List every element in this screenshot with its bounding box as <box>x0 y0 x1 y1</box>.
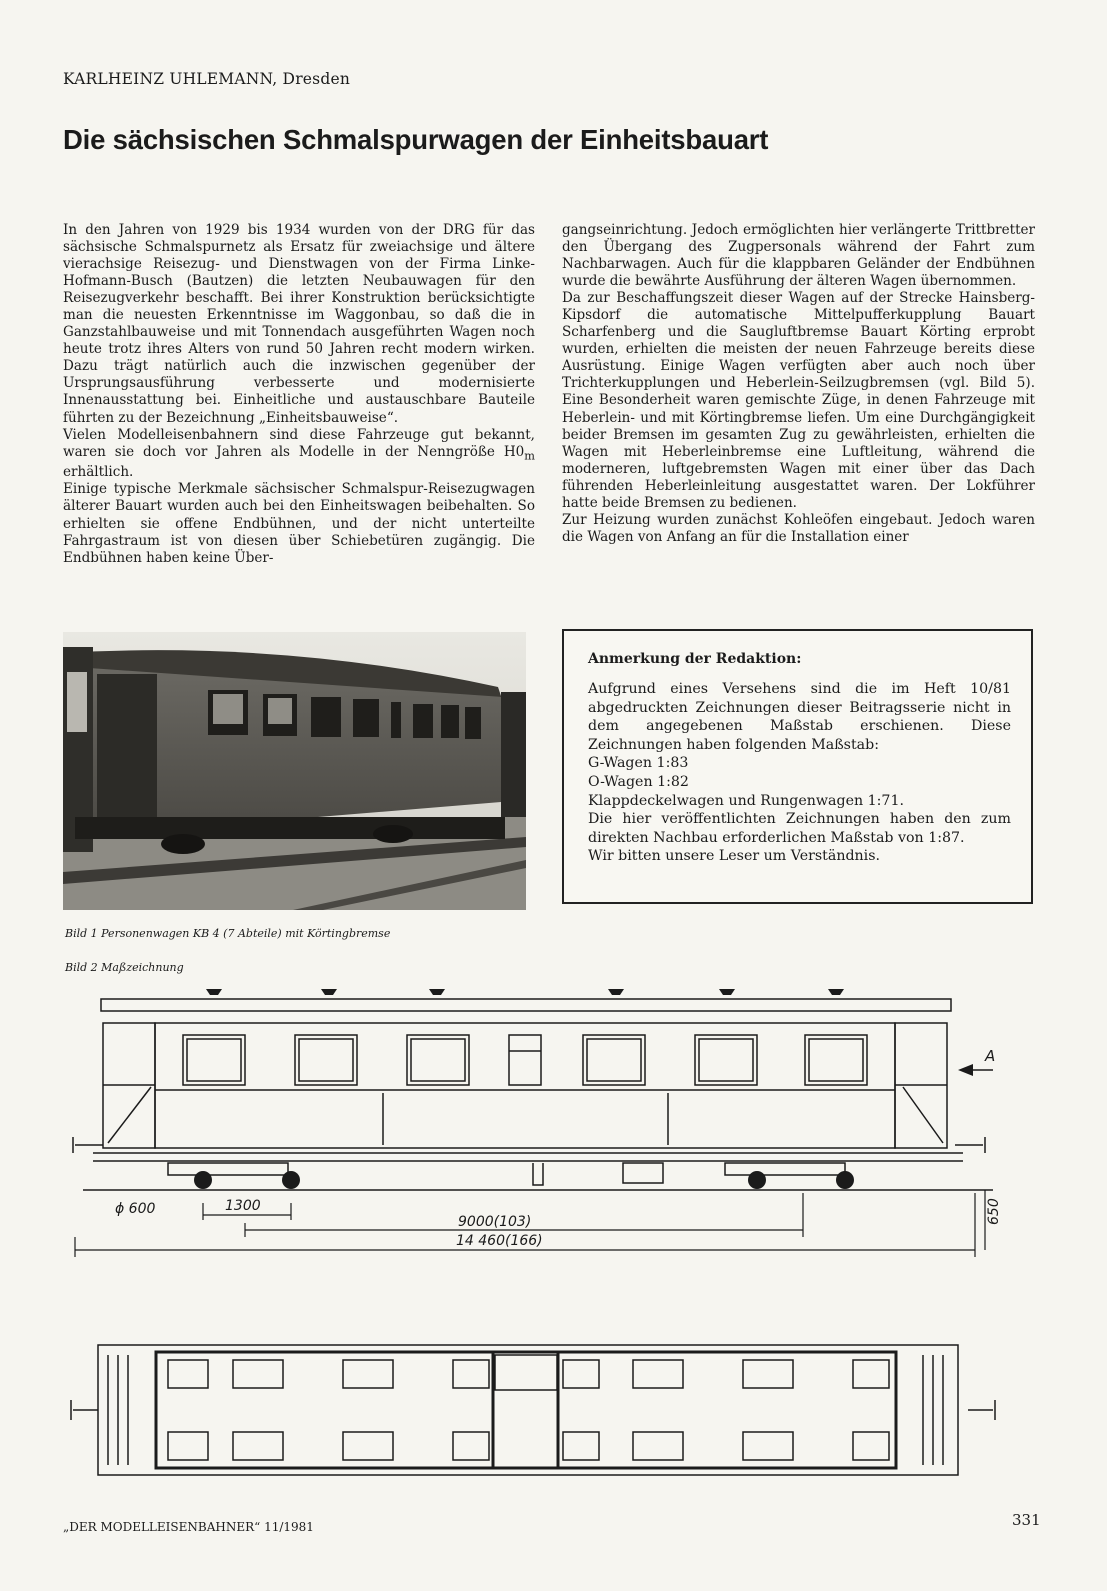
section-mark-a: A <box>985 1047 996 1065</box>
paragraph: Einige typische Merkmale sächsischer Schmalspur-Reisezugwagen älterer Bauart wurden auch bei den Einheitswagen beibehalten. So erhielten sie offene Endbühnen, und der nicht unterteilte Fahrgastraum ist von diesen über Schiebetüren zugängig. Die Endbühnen haben keine Über- <box>63 481 535 566</box>
note-scale-line: G-Wagen 1:83 <box>588 755 689 772</box>
text-column-1 <box>63 222 535 567</box>
note-heading: Anmerkung der Redaktion: <box>588 651 802 667</box>
roof-outline <box>101 999 951 1011</box>
dim-wheel-diameter: ϕ 600 <box>115 1201 156 1217</box>
dim-650: 650 <box>986 1198 1002 1225</box>
text-column-2 <box>562 222 1035 546</box>
article-title: Die sächsischen Schmalspurwagen der Einheitsbauart <box>63 124 769 155</box>
note-scale-line: Klappdeckelwagen und Rungenwagen 1:71. <box>588 792 904 809</box>
side-elevation-drawing <box>63 975 1013 1275</box>
seat-benches <box>168 1360 889 1460</box>
plan-view-drawing <box>63 1330 1003 1490</box>
dim-14460: 14 460(166) <box>456 1233 543 1249</box>
note-paragraph: Aufgrund eines Versehens sind die im Heft 10/81 abgedruckten Zeichnungen dieser Beitragsserie nicht in dem angegebenen Maßstab erschienen. Diese Zeichnungen haben folgenden Maßstab: <box>588 681 1011 753</box>
editorial-note-box <box>562 629 1033 904</box>
page-number: 331 <box>1012 1511 1041 1529</box>
caption-bild-1: Bild 1 Personenwagen KB 4 (7 Abteile) mit Körtingbremse <box>65 927 391 940</box>
caption-bild-2: Bild 2 Maßzeichnung <box>65 961 184 974</box>
bogie-wheels <box>194 1171 854 1189</box>
author-line: KARLHEINZ UHLEMANN, Dresden <box>63 70 351 88</box>
note-body <box>588 680 1011 866</box>
dim-9000: 9000(103) <box>458 1214 532 1230</box>
paragraph: Da zur Beschaffungszeit dieser Wagen auf der Strecke Hainsberg-Kipsdorf die automatische Mittelpufferkupplung Bauart Scharfenberg und die Saugluftbremse Bauart Körting erprobt wurden, erhielten die meisten der neuen Fahrzeuge bereits diese Ausrüstung. Einige Wagen verfügten aber auch noch über Trichterkupplungen und Heberlein-Seilzugbremsen (vgl. Bild 5). Eine Besonderheit waren gemischte Züge, in denen Fahrzeuge mit Heberlein- und mit Körtingbremse liefen. Um eine Durchgängigkeit beider Bremsen im gesamten Zug zu gewährleisten, erhielten die Wagen mit Heberleinbremse eine Luftleitung, während die moderneren, luftgebremsten Wagen mit einer über das Dach führenden Heberleinleitung ausgestattet waren. Der Lokführer hatte beide Bremsen zu bedienen. <box>562 290 1035 511</box>
dim-1300: 1300 <box>225 1198 261 1214</box>
note-paragraph: Wir bitten unsere Leser um Verständnis. <box>588 848 880 865</box>
coach-photo-illustration <box>63 632 526 910</box>
subscript-m: m <box>524 449 535 463</box>
side-windows <box>183 1035 867 1085</box>
coach-photo <box>63 632 526 910</box>
paragraph: Zur Heizung wurden zunächst Kohleöfen eingebaut. Jedoch waren die Wagen von Anfang an für die Installation einer <box>562 511 1035 545</box>
paragraph: In den Jahren von 1929 bis 1934 wurden von der DRG für das sächsische Schmalspurnetz als Ersatz für zweiachsige und ältere vierachsige Reisezug- und Dienstwagen von der Firma Linke-Hofmann-Busch (Bautzen) die letzten Neubauwagen für den Reisezugverkehr beschafft. Bei ihrer Konstruktion berücksichtigte man die neuesten Erkenntnisse im Waggonbau, so daß die in Ganzstahlbauweise und mit Tonnendach ausgeführten Wagen noch heute trotz ihres Alters von rund 50 Jahren recht modern wirken. Dazu trägt natürlich auch die inzwischen gegenüber der Ursprungsausführung verbesserte und modernisierte Innenausstattung bei. Einheitliche und austauschbare Bauteile führten zu der Bezeichnung „Einheitsbauweise“. <box>63 222 535 426</box>
paragraph-text: erhältlich. <box>63 464 134 481</box>
paragraph: gangseinrichtung. Jedoch ermöglichten hier verlängerte Trittbretter den Übergang des Zugpersonals während der Fahrt zum Nachbarwagen. Auch für die klappbaren Geländer der Endbühnen wurde die bewährte Ausführung der älteren Wagen übernommen. <box>562 222 1035 290</box>
footer-journal: „DER MODELLEISENBAHNER“ 11/1981 <box>63 1520 314 1534</box>
note-paragraph: Die hier veröffentlichten Zeichnungen haben den zum direkten Nachbau erforderlichen Maßstab von 1:87. <box>588 811 1011 846</box>
paragraph <box>63 427 535 482</box>
paragraph-text: Vielen Modelleisenbahnern sind diese Fahrzeuge gut bekannt, waren sie doch vor Jahren als Modelle in der Nenngröße H0 <box>63 426 535 460</box>
roof-vents <box>206 989 844 995</box>
note-scale-line: O-Wagen 1:82 <box>588 773 689 790</box>
